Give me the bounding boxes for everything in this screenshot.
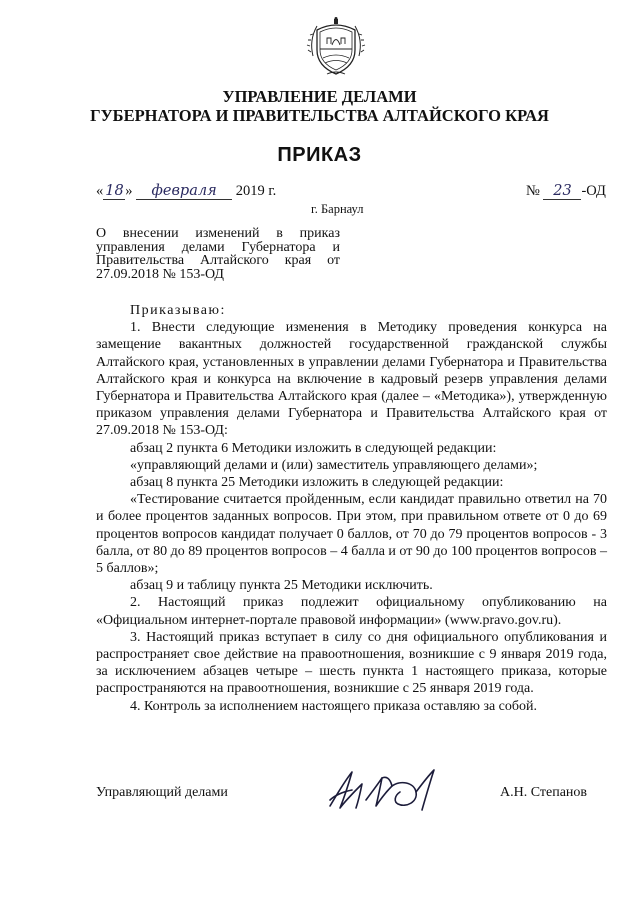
document-body [96, 302, 607, 715]
date-month: февраля [136, 184, 232, 200]
paragraph-7: 2. Настоящий приказ подлежит официальному опубликованию на «Официальном интернет-портале правовой информации» (www.pravo.gov.ru). [96, 595, 607, 628]
number-suffix: -ОД [581, 183, 606, 199]
paragraph-4: абзац 8 пункта 25 Методики изложить в следующей редакции: [130, 475, 504, 491]
date-open-quote: « [96, 183, 104, 199]
paragraph-5: «Тестирование считается пройденным, если кандидат правильно ответил на 70 и более процентов заданных вопросов. При этом, при правильном ответе от 0 до 69 процентов вопросов кандидат получает 0 баллов, от 70 до 79 процентов вопросов - 3 балла, от 80 до 89 процентов вопросов – 4 балла и от 90 до 100 процентов вопросов – 5 баллов»; [96, 492, 607, 577]
number-sign: № [526, 183, 540, 199]
paragraph-2: абзац 2 пункта 6 Методики изложить в следующей редакции: [130, 440, 497, 456]
paragraph-1: 1. Внести следующие изменения в Методику проведения конкурса на замещение вакантных должностей государственной гражданской службы Алтайского края, установленных в управлении делами Губернатора и Правительства Алтайского края и конкурса на включение в кадровый резерв управления делами Губернатора и Правительства Алтайского края (далее – «Методика»), утвержденную приказом управления делами Губернатора и Правительства Алтайского края от 27.09.2018 № 153-ОД: [96, 320, 607, 439]
date-year: 2019 г. [235, 183, 277, 199]
signer-position: Управляющий делами [96, 785, 228, 800]
date-day: 18 [105, 183, 124, 199]
paragraph-9: 4. Контроль за исполнением настоящего приказа оставляю за собой. [130, 698, 538, 714]
document-type-title: ПРИКАЗ [277, 144, 362, 166]
coat-of-arms-emblem [305, 16, 367, 78]
signer-name: А.Н. Степанов [500, 785, 588, 800]
paragraph-6: абзац 9 и таблицу пункта 25 Методики исключить. [130, 578, 433, 594]
date-close-quote: » [125, 183, 133, 199]
document-subject: О внесении изменений в приказ управления делами Губернатора и Правительства Алтайского края от 27.09.2018 № 153-ОД [96, 226, 340, 282]
agency-name-line-2: ГУБЕРНАТОРА И ПРАВИТЕЛЬСТВА АЛТАЙСКОГО КРАЯ [90, 106, 549, 125]
agency-name-line-1: УПРАВЛЕНИЕ ДЕЛАМИ [222, 87, 417, 106]
order-word: Приказываю: [130, 303, 226, 318]
handwritten-signature [322, 762, 442, 822]
document-date [96, 183, 276, 200]
number-value: 23 [543, 184, 581, 200]
paragraph-3: «управляющий делами и (или) заместитель управляющего делами»; [130, 457, 538, 473]
document-number [526, 183, 606, 200]
city-line: г. Барнаул [311, 202, 364, 216]
paragraph-8: 3. Настоящий приказ вступает в силу со дня официального опубликования и распространяет свое действие на правоотношения, возникшие с 9 января 2019 года, за исключением абзацев четыре – шесть пункта 1 настоящего приказа, которые распространяются на правоотношения, возникшие с 25 января 2019 года. [96, 629, 607, 697]
